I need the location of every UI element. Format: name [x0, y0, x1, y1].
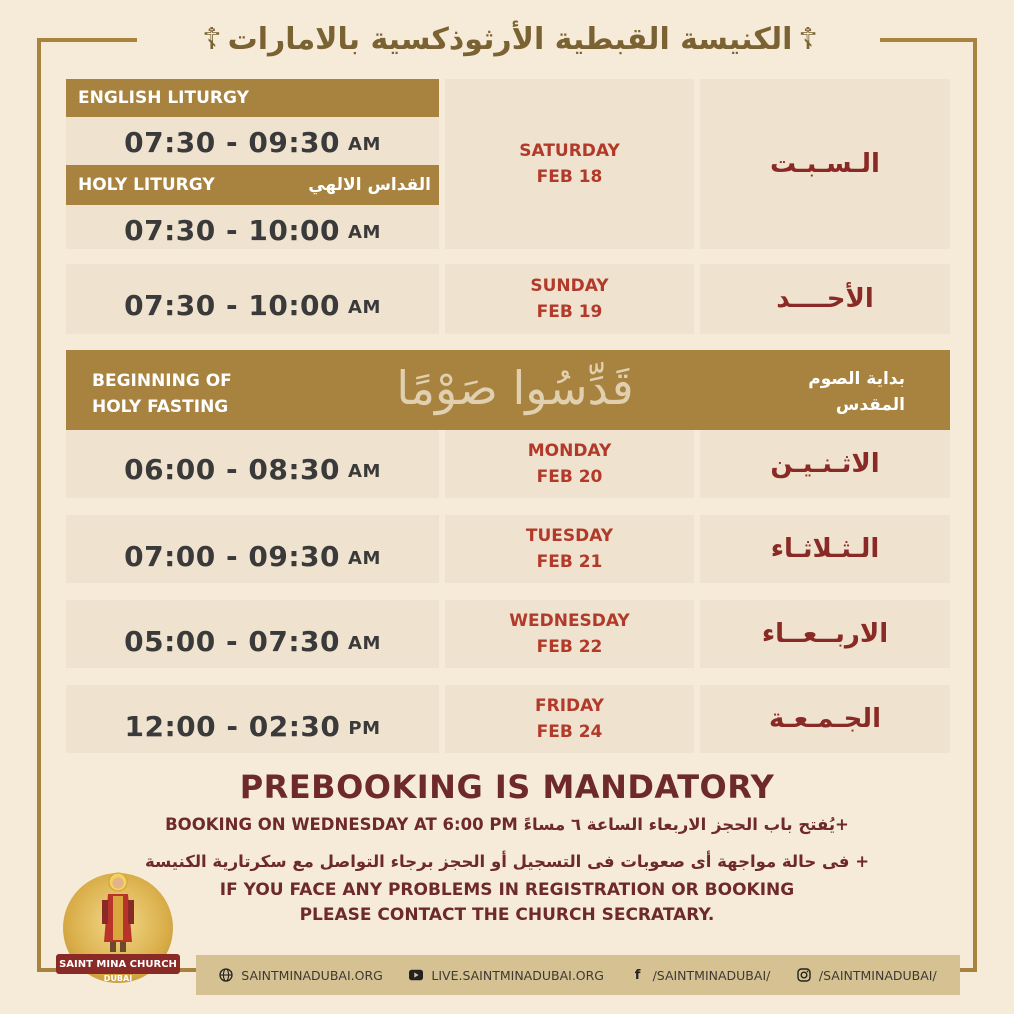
saturday-date-cell — [445, 79, 694, 249]
live-text: LIVE.SAINTMINADUBAI.ORG — [431, 967, 604, 983]
tuesday-date-cell — [445, 515, 694, 583]
saturday-arabic-cell — [700, 79, 950, 249]
fasting-ar-line2: المقدس — [835, 395, 905, 415]
globe-icon — [219, 968, 233, 982]
day-name-ar: الـثـلاثـاء — [770, 534, 880, 564]
frame-right — [973, 38, 977, 972]
time-ampm: AM — [348, 222, 381, 243]
problems-en-line1: IF YOU FACE ANY PROBLEMS IN REGISTRATION OR BOOKING — [219, 880, 795, 900]
saint-icon — [96, 872, 140, 954]
cross-icon: ☦ — [202, 21, 222, 57]
fasting-label-ar — [760, 366, 905, 418]
day-date: FEB 19 — [536, 302, 603, 322]
time-value: 07:30 - 10:00 — [124, 289, 341, 322]
time-ampm: AM — [348, 548, 381, 569]
time-value: 07:30 - 10:00 — [124, 214, 341, 247]
time-ampm: AM — [348, 633, 381, 654]
time-value: 07:30 - 09:30 — [124, 126, 341, 159]
sunday-time — [66, 264, 439, 334]
holy-liturgy-time — [66, 205, 439, 249]
tuesday-arabic-cell — [700, 515, 950, 583]
friday-arabic-cell — [700, 685, 950, 753]
website-text: SAINTMINADUBAI.ORG — [241, 967, 383, 983]
time-ampm: AM — [348, 297, 381, 318]
day-date: FEB 21 — [536, 552, 603, 572]
frame-bottom-right — [960, 968, 977, 972]
time-value: 12:00 - 02:30 — [124, 710, 341, 743]
time-ampm: PM — [348, 718, 381, 739]
sunday-arabic-cell — [700, 264, 950, 334]
calligraphy: قَدِّسُوا صَوْمًا — [396, 361, 634, 415]
day-date: FEB 22 — [536, 637, 603, 657]
day-date: FEB 24 — [536, 722, 603, 742]
holy-liturgy-label-ar: القداس الالهي — [308, 175, 431, 195]
time-ampm: AM — [348, 461, 381, 482]
tuesday-time — [66, 515, 439, 583]
english-liturgy-label: ENGLISH LITURGY — [78, 88, 249, 108]
day-name: TUESDAY — [525, 526, 614, 546]
day-name-ar: الجـمـعـة — [769, 704, 881, 734]
wednesday-arabic-cell — [700, 600, 950, 668]
monday-time — [66, 430, 439, 498]
wednesday-date-cell — [445, 600, 694, 668]
wednesday-time — [66, 600, 439, 668]
facebook-icon: f — [634, 967, 641, 983]
fasting-en-line2: HOLY FASTING — [92, 397, 229, 417]
frame-top-left — [37, 38, 137, 42]
problems-ar: + فى حالة مواجهة أى صعوبات فى التسجيل أو الحجز برجاء التواصل مع سكرتارية الكنيسة — [144, 852, 870, 871]
instagram-text: /SAINTMINADUBAI/ — [818, 967, 937, 983]
friday-date-cell — [445, 685, 694, 753]
english-liturgy-time — [66, 117, 439, 165]
website-link[interactable] — [219, 968, 383, 983]
friday-time — [66, 685, 439, 753]
youtube-icon — [409, 968, 423, 982]
booking-ar: +يُفتح باب الحجز الاربعاء الساعة ٦ مساءً — [523, 815, 849, 834]
sunday-date-cell — [445, 264, 694, 334]
booking-en: BOOKING ON WEDNESDAY AT 6:00 PM — [165, 815, 518, 834]
day-date: FEB 18 — [536, 167, 603, 187]
fasting-en-line1: BEGINNING OF — [92, 371, 232, 391]
day-name-ar: الأحــــد — [776, 284, 874, 314]
fasting-label-en — [92, 368, 282, 420]
time-value: 05:00 - 07:30 — [124, 625, 341, 658]
day-name: SATURDAY — [519, 141, 620, 161]
title-text: الكنيسة القبطية الأرثوذكسية بالامارات — [227, 21, 793, 57]
time-value: 07:00 - 09:30 — [124, 540, 341, 573]
live-link[interactable] — [409, 968, 604, 983]
english-liturgy-banner — [66, 79, 439, 117]
time-ampm: AM — [348, 134, 381, 155]
cross-icon: ☦ — [798, 21, 818, 57]
prebooking-headline: PREBOOKING IS MANDATORY — [239, 768, 775, 806]
frame-top-right — [880, 38, 977, 42]
day-name-ar: الاثـنـيـن — [770, 449, 880, 479]
facebook-link[interactable] — [631, 968, 771, 983]
day-name-ar: الـسـبـت — [770, 149, 880, 179]
fasting-ar-line1: بداية الصوم — [808, 369, 905, 389]
day-name: MONDAY — [527, 441, 612, 461]
logo-ribbon: SAINT MINA CHURCH — [56, 954, 180, 974]
time-value: 06:00 - 08:30 — [124, 453, 341, 486]
day-name: SUNDAY — [530, 276, 609, 296]
facebook-text: /SAINTMINADUBAI/ — [652, 967, 771, 983]
instagram-link[interactable] — [797, 968, 937, 983]
problems-en-line2: PLEASE CONTACT THE CHURCH SECRATARY. — [299, 905, 715, 925]
monday-date-cell — [445, 430, 694, 498]
monday-arabic-cell — [700, 430, 950, 498]
holy-liturgy-label: HOLY LITURGY — [78, 175, 215, 195]
page-title — [140, 14, 880, 64]
frame-left — [37, 38, 41, 972]
day-name: WEDNESDAY — [509, 611, 630, 631]
day-name-ar: الاربــعــاء — [761, 619, 889, 649]
day-date: FEB 20 — [536, 467, 603, 487]
instagram-icon — [797, 968, 811, 982]
booking-line — [100, 815, 914, 834]
logo-city: DUBAI — [103, 974, 133, 983]
church-logo — [56, 862, 180, 990]
day-name: FRIDAY — [535, 696, 604, 716]
footer-links — [196, 955, 960, 995]
holy-liturgy-banner — [66, 165, 439, 205]
